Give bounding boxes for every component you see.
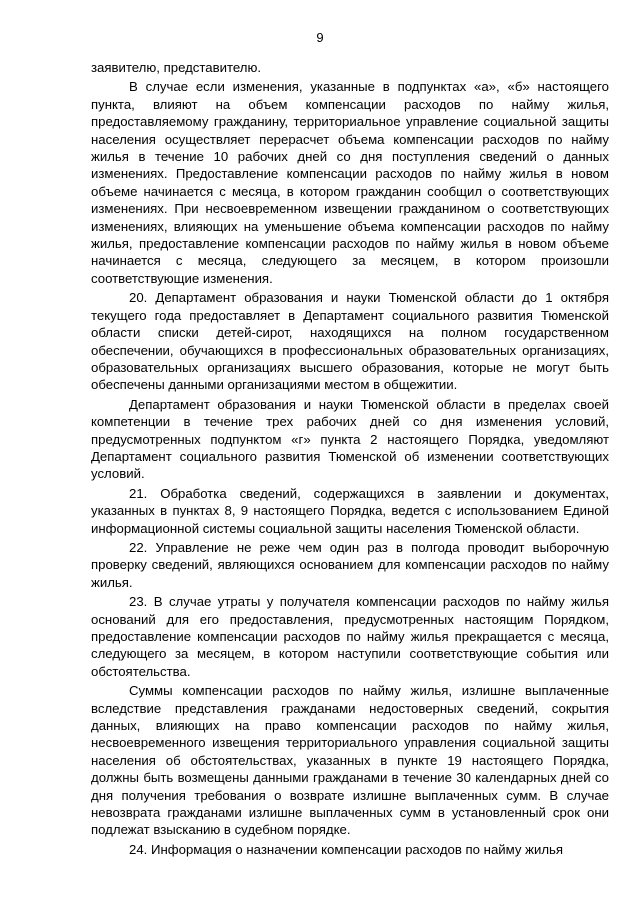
paragraph-item-22: 22. Управление не реже чем один раз в полгода проводит выборочную проверку сведений, являющихся основанием для компенсации расходов по найму жилья. [91,539,609,590]
paragraph-continuation: заявителю, представителю. [91,60,262,75]
paragraph-overpayment: Суммы компенсации расходов по найму жилья, излишне выплаченные вследствие представления гражданами недостоверных сведений, сокрытия данных, влияющих на право компенсации расходов по найму жилья, несвоевременного извещения территориального управления социальной защиты населения об обстоятельствах, указанных в пункте 19 настоящего Порядка, должны быть возмещены данными гражданами в течение 30 календарных дней со дня получения требования о возврате излишне выплаченных сумм. В случае невозврата гражданами излишне выплаченных сумм в установленный срок они подлежат взысканию в судебном порядке. [91,683,609,838]
paragraph-item-23: 23. В случае утраты у получателя компенсации расходов по найму жилья оснований для его предоставления, предусмотренных настоящим Порядком, предоставление компенсации расходов по найму жилья прекращается с месяца, следующего за месяцем, в котором наступили соответствующие события или обстоятельства. [91,594,609,679]
page-number: 9 [316,30,324,45]
paragraph-department-notice: Департамент образования и науки Тюменской области в пределах своей компетенции в течение трех рабочих дней со дня изменения условий, предусмотренных подпунктом «г» пункта 2 настоящего Порядка, уведомляют Департамент социального развития Тюменской об изменении соответствующих условий. [91,396,609,482]
document-body [91,59,609,858]
paragraph-item-24: 24. Информация о назначении компенсации расходов по найму жилья [129,841,564,857]
paragraph-item-20: 20. Департамент образования и науки Тюменской области до 1 октября текущего года предоставляет в Департамент социального развития Тюменской области списки детей-сирот, находящихся на полном государственном обеспечении, обучающихся в профессиональных образовательных организациях, образовательных организациях высшего образования, которые не могут быть обеспечены данными организациями местом в общежитии. [91,290,609,393]
paragraph-recalculation: В случае если изменения, указанные в подпунктах «а», «б» настоящего пункта, влияют на объем компенсации расходов по найму жилья, предоставляемому гражданину, территориальное управление социальной защиты населения осуществляет перерасчет объема компенсации расходов по найму жилья в течение 10 рабочих дней со дня поступления сведений о данных изменениях. Предоставление компенсации расходов по найму жилья в новом объеме начинается с месяца, в котором гражданин сообщил о соответствующих изменениях. При несвоевременном извещении гражданином о соответствующих изменениях, влияющих на уменьшение объема компенсации расходов по найму жилья, предоставление компенсации расходов по найму жилья в новом объеме начинается с месяца, следующего за месяцем, в котором произошли соответствующие изменения. [91,79,609,286]
paragraph-item-21: 21. Обработка сведений, содержащихся в заявлении и документах, указанных в пунктах 8, 9 настоящего Порядка, ведется с использованием Единой информационной системы социальной защиты населения Тюменской области. [91,485,609,536]
